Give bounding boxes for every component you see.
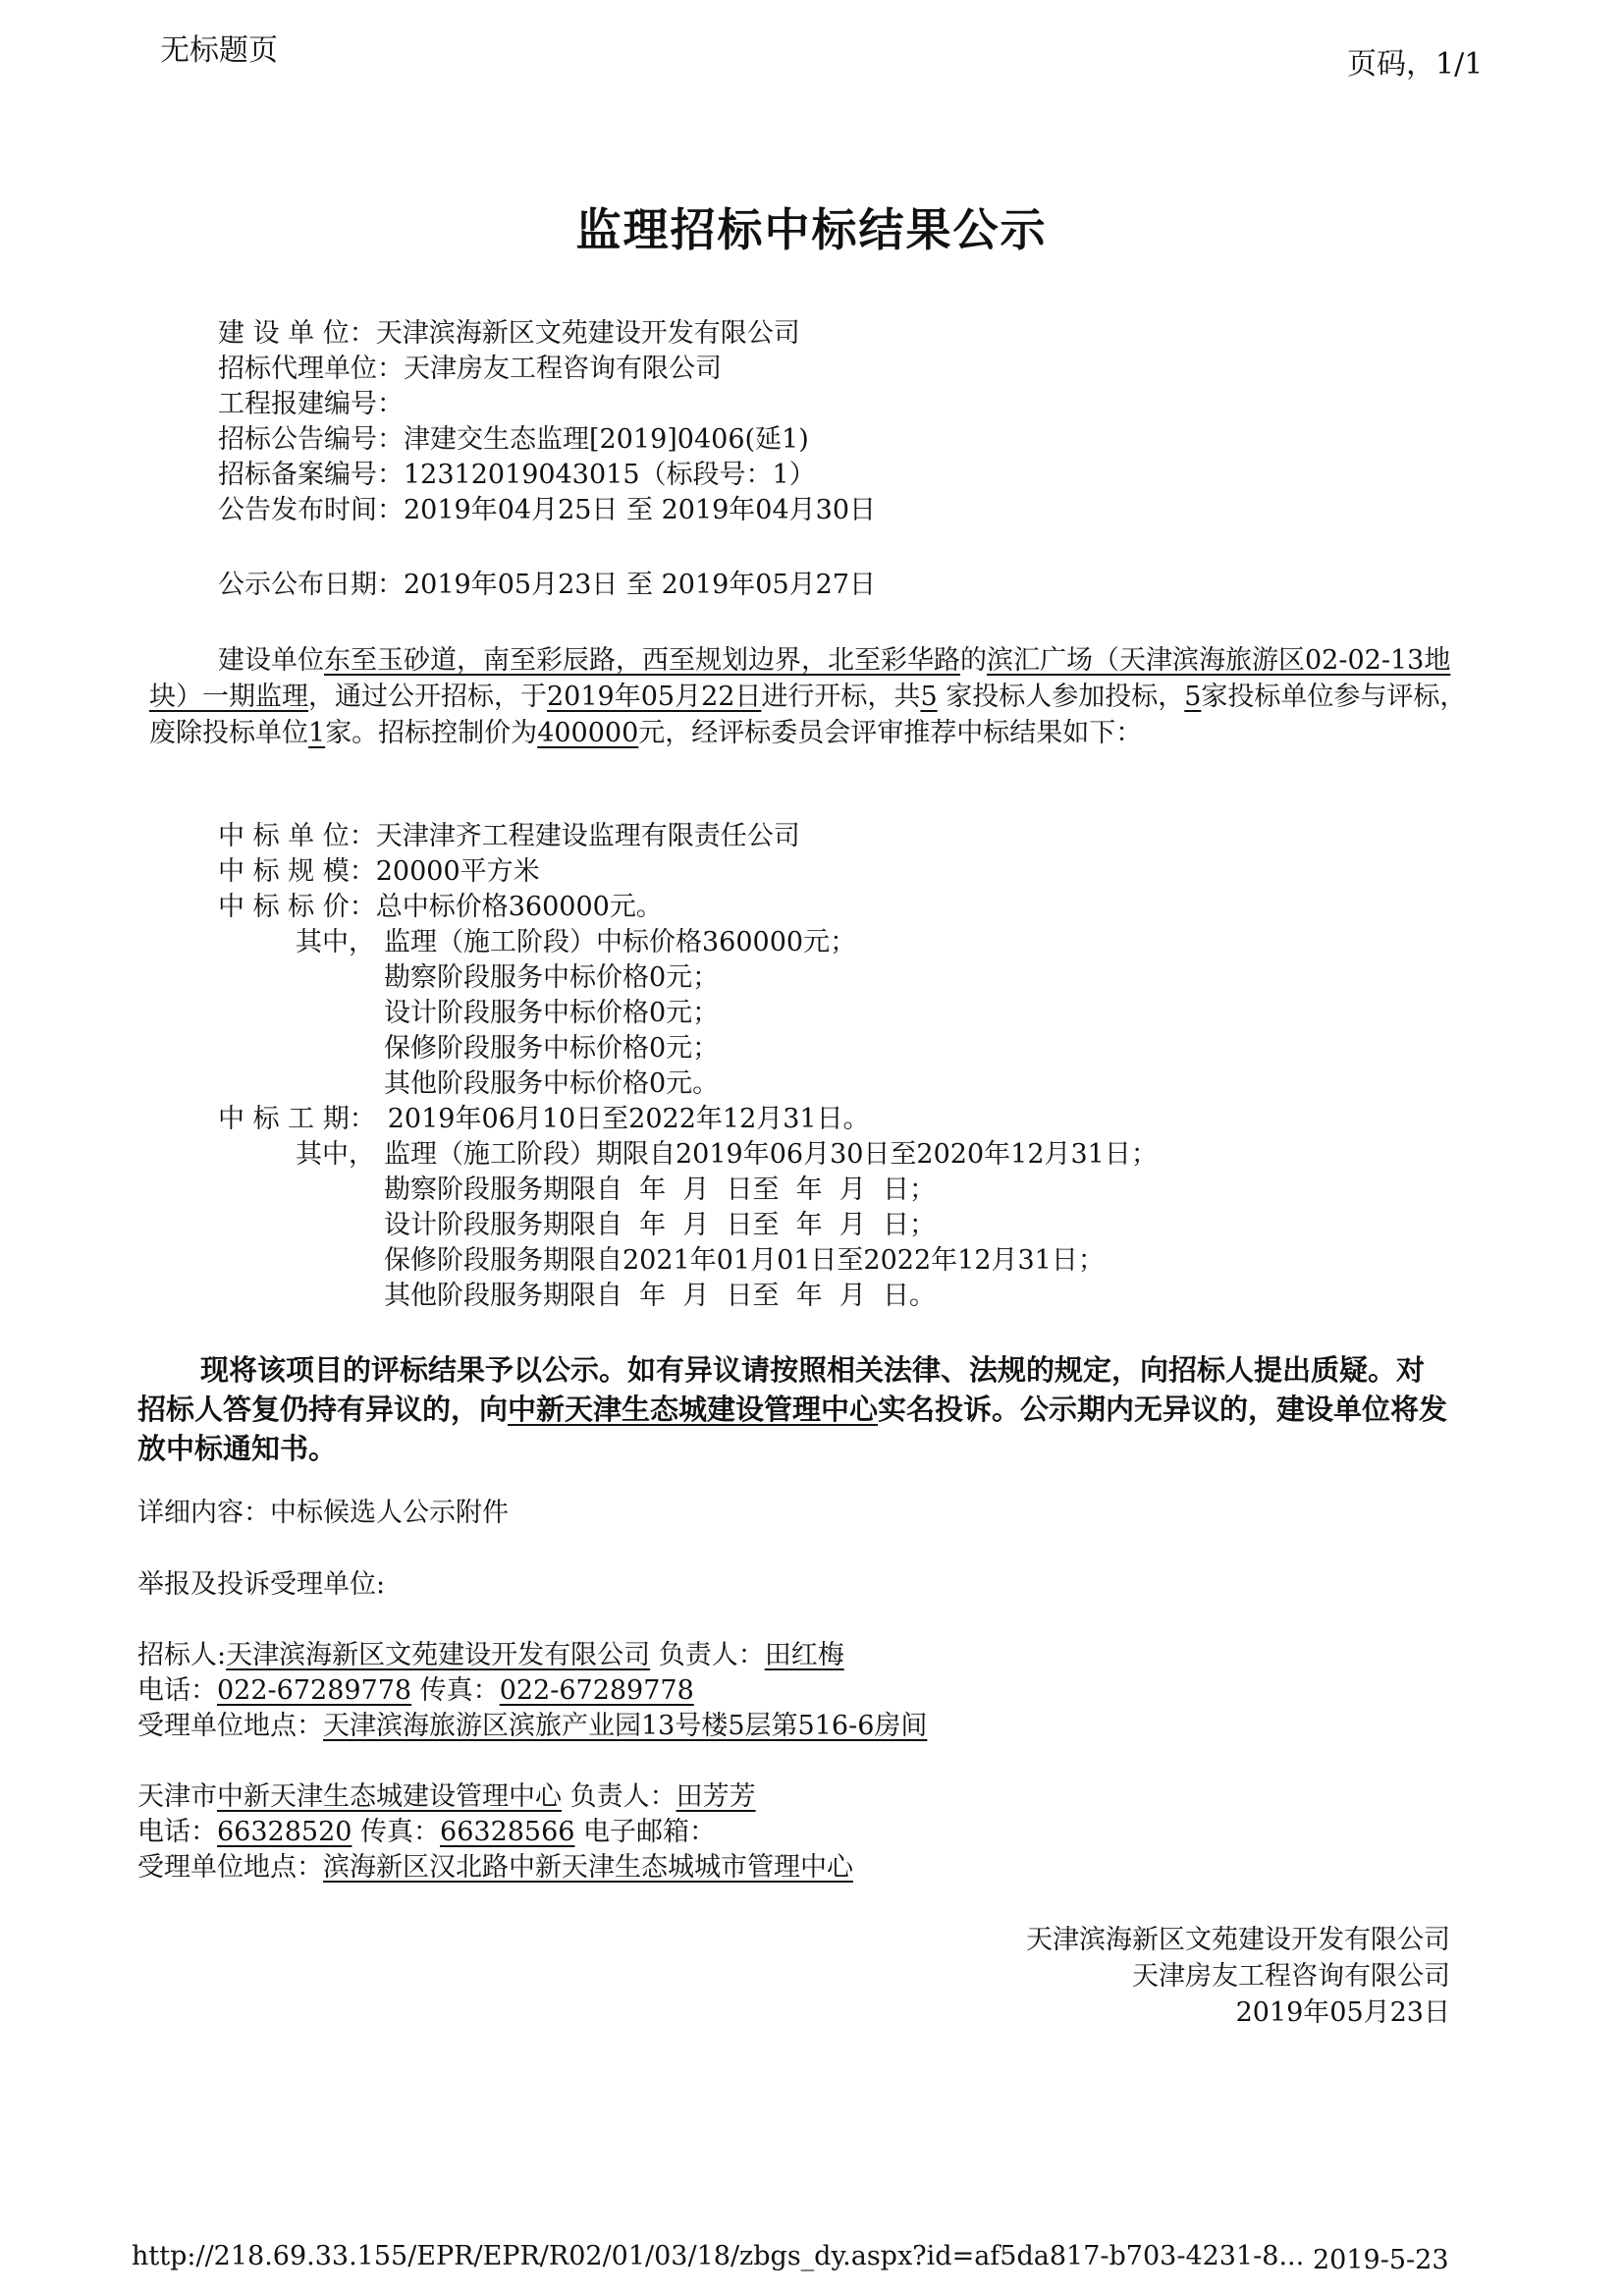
price-item: 监理（施工阶段）中标价格360000元； (384, 927, 857, 957)
signature-company-1: 天津滨海新区文苑建设开发有限公司 (1026, 1925, 1450, 1955)
period-value: 2019年06月10日至2022年12月31日。 (387, 1104, 870, 1134)
price-of-which: 其中， (296, 927, 375, 957)
price-label: 中 标 标 价： (218, 892, 376, 922)
scale-value: 20000平方米 (375, 856, 540, 887)
authority-email-label: 电子邮箱： (574, 1817, 717, 1847)
info-value: 2019年05月23日 至 2019年05月27日 (404, 570, 877, 600)
info-label: 公示公布日期： (218, 570, 404, 600)
notice-paragraph: 现将该项目的评标结果予以公示。如有异议请按照相关法律、法规的规定，向招标人提出质疑。对招标人答复仍持有异议的，向中新天津生态城建设管理中心实名投诉。公示期内无异议的，建设单位将发放中标通知书。 (137, 1353, 1448, 1465)
info-line-agent (218, 352, 722, 387)
period-of-which: 其中， (296, 1139, 375, 1170)
info-line-registration (218, 387, 404, 422)
info-value: 2019年04月25日 至 2019年04月30日 (404, 495, 877, 525)
tenderer-tel: 022-67289778 (217, 1675, 412, 1706)
info-value: 天津滨海新区文苑建设开发有限公司 (375, 318, 800, 349)
winner-label: 中 标 单 位： (218, 821, 376, 851)
scale-line (218, 854, 540, 890)
info-label: 招标备案编号： (218, 460, 404, 490)
info-line-notice-number (218, 422, 809, 458)
detail-line: 详细内容：中标候选人公示附件 (137, 1498, 509, 1528)
period-item: 保修阶段服务期限自2021年01月01日至2022年12月31日； (384, 1245, 1105, 1276)
page-number: 页码，1/1 (1347, 47, 1484, 82)
period-line (218, 1102, 870, 1137)
open-date: 2019年05月22日 (547, 682, 762, 712)
winner-line (218, 819, 800, 854)
scale-label: 中 标 规 模： (218, 856, 376, 887)
tenderer-fax: 022-67289778 (499, 1675, 694, 1706)
info-label: 工程报建编号： (218, 389, 404, 419)
price-item: 其他阶段服务中标价格0元。 (384, 1068, 720, 1099)
footer-url: http://218.69.33.155/EPR/EPR/R02/01/03/18/zbgs_dy.aspx?id=af5da817-b703-4231-8... (132, 2241, 1305, 2271)
period-label: 中 标 工 期： (218, 1104, 376, 1134)
tenderer-address: 天津滨海旅游区滨旅产业园13号楼5层第516-6房间 (323, 1711, 928, 1741)
page-header-title: 无标题页 (160, 33, 278, 68)
project-location: 东至玉砂道，南至彩辰路，西至规划边界，北至彩华路 (324, 645, 960, 676)
price-line (218, 890, 663, 925)
info-label: 建 设 单 位： (218, 318, 376, 349)
project-name: 滨汇广场（天津滨海旅游区02-02-13地块）一期监理 (149, 645, 1451, 712)
period-item: 勘察阶段服务期限自 年 月 日至 年 月 日； (384, 1175, 936, 1205)
tenderer-name: 天津滨海新区文苑建设开发有限公司 (226, 1640, 651, 1670)
price-item: 保修阶段服务中标价格0元； (384, 1033, 720, 1064)
authority-phone-line: 电话：66328520 传真：66328566 电子邮箱： (137, 1817, 717, 1847)
price-item: 勘察阶段服务中标价格0元； (384, 962, 720, 993)
authority-tel: 66328520 (217, 1817, 352, 1847)
authority-fax: 66328566 (440, 1817, 575, 1847)
info-line-builder (218, 316, 800, 352)
document-title: 监理招标中标结果公示 (575, 203, 1048, 256)
period-item: 其他阶段服务期限自 年 月 日至 年 月 日。 (384, 1281, 936, 1311)
info-value: 12312019043015（标段号：1） (404, 460, 816, 490)
tenderer-phone-line: 电话：022-67289778 传真：022-67289778 (137, 1675, 694, 1706)
authority-person: 田芳芳 (676, 1781, 756, 1812)
period-item: 监理（施工阶段）期限自2019年06月30日至2020年12月31日； (384, 1139, 1158, 1170)
tenderer-address-line: 受理单位地点：天津滨海旅游区滨旅产业园13号楼5层第516-6房间 (137, 1711, 928, 1741)
info-line-publish-time (218, 493, 876, 528)
complaint-title: 举报及投诉受理单位: (137, 1569, 386, 1600)
complaint-agency: 中新天津生态城建设管理中心 (508, 1393, 879, 1426)
control-price: 400000 (537, 718, 639, 748)
authority-address: 滨海新区汉北路中新天津生态城城市管理中心 (323, 1852, 853, 1883)
footer-date: 2019-5-23 (1313, 2245, 1449, 2275)
info-value: 津建交生态监理[2019]0406(延1) (404, 424, 809, 455)
period-item: 设计阶段服务期限自 年 月 日至 年 月 日； (384, 1210, 936, 1240)
authority-line: 天津市中新天津生态城建设管理中心 负责人：田芳芳 (137, 1781, 756, 1812)
info-line-filing-number (218, 458, 816, 493)
price-item: 设计阶段服务中标价格0元； (384, 998, 720, 1028)
rejected-count: 1 (308, 718, 326, 748)
authority-address-line: 受理单位地点：滨海新区汉北路中新天津生态城城市管理中心 (137, 1852, 853, 1883)
authority-name: 中新天津生态城建设管理中心 (217, 1781, 562, 1812)
price-value: 总中标价格360000元。 (375, 892, 663, 922)
evaluated-count: 5 (1184, 682, 1202, 712)
tenderer-line: 招标人:天津滨海新区文苑建设开发有限公司 负责人：田红梅 (137, 1640, 844, 1670)
intro-paragraph: 建设单位东至玉砂道，南至彩辰路，西至规划边界，北至彩华路的滨汇广场（天津滨海旅游区02-02-13地块）一期监理，通过公开招标，于2019年05月22日进行开标，共5 家投标人参加投标，5家投标单位参与评标，废除投标单位1家。招标控制价为400000元，经评标委员会评审推荐中标结果如下： (149, 645, 1467, 748)
bidder-count: 5 (920, 682, 938, 712)
info-line-publicity-date (218, 568, 876, 603)
tenderer-person: 田红梅 (764, 1640, 844, 1670)
signature-company-2: 天津房友工程咨询有限公司 (1132, 1961, 1450, 1992)
info-value: 天津房友工程咨询有限公司 (404, 354, 722, 384)
info-label: 招标公告编号： (218, 424, 404, 455)
signature-date: 2019年05月23日 (1235, 1997, 1450, 2028)
info-label: 招标代理单位： (218, 354, 404, 384)
winner-name: 天津津齐工程建设监理有限责任公司 (375, 821, 800, 851)
info-label: 公告发布时间： (218, 495, 404, 525)
